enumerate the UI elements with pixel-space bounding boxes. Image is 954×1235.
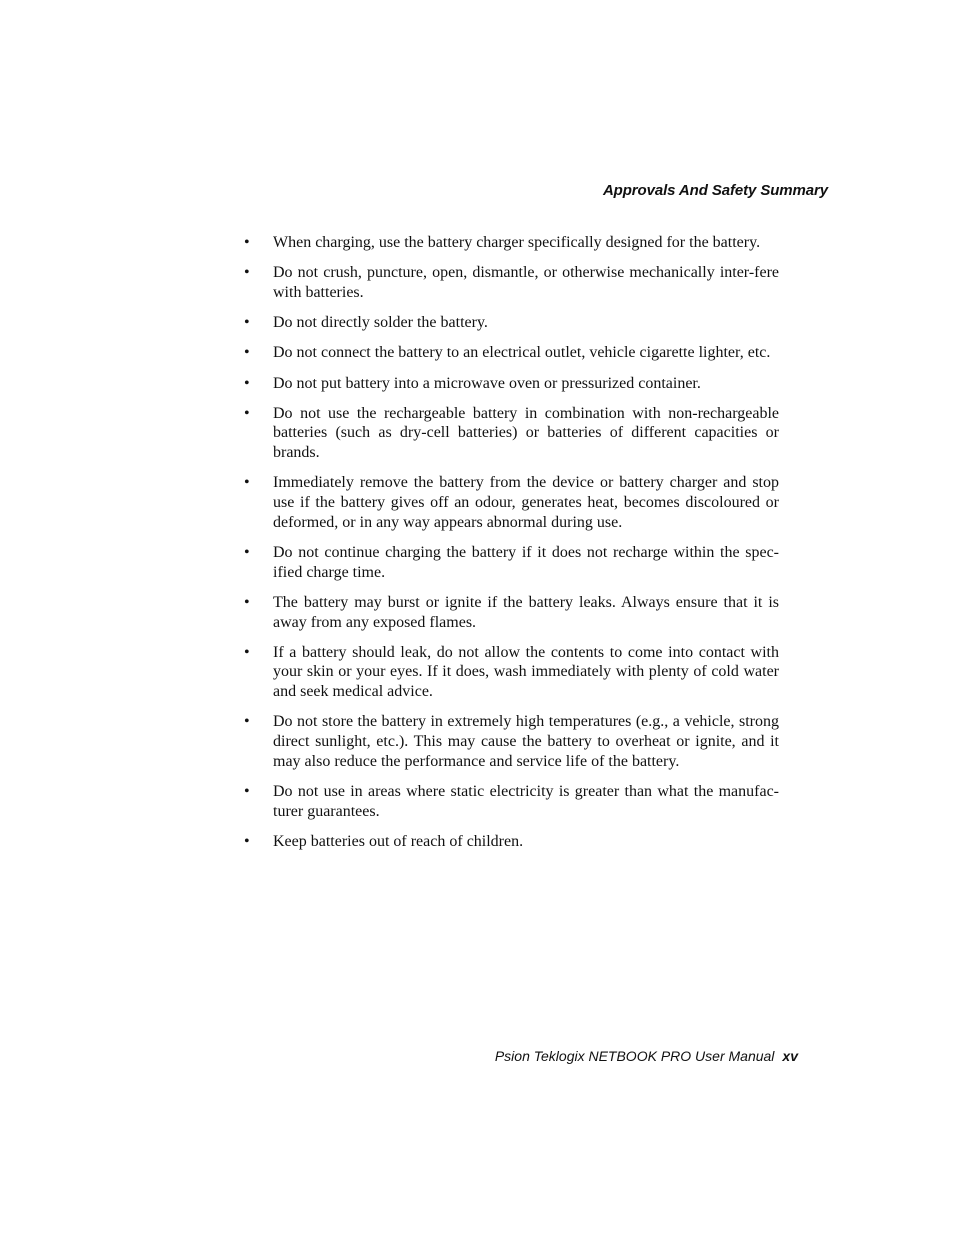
list-item-text: Do not use the rechargeable battery in combination with non-rechargeable batteries (such as dry-cell batteries) or batteries of different capacities or brands. — [273, 404, 779, 462]
list-item — [244, 593, 779, 632]
list-item — [244, 782, 779, 821]
bullet-icon: • — [244, 344, 250, 362]
list-item-text: Do not directly solder the battery. — [273, 314, 488, 332]
list-item-text: Keep batteries out of reach of children. — [273, 832, 524, 850]
list-item — [244, 233, 779, 253]
bullet-icon: • — [244, 314, 250, 332]
running-footer — [495, 1048, 798, 1064]
list-item-text: Do not put battery into a microwave oven or pressurized container. — [273, 374, 701, 392]
list-item-text: Do not continue charging the battery if it does not recharge within the spec-ified charge time. — [273, 543, 779, 581]
bullet-icon: • — [244, 404, 250, 422]
list-item-text: If a battery should leak, do not allow the contents to come into contact with your skin or your eyes. If it does, wash immediately with plenty of cold water and seek medical advice. — [273, 643, 779, 701]
list-item-text: Immediately remove the battery from the device or battery charger and stop use if the battery gives off an odour, generates heat, becomes discoloured or deformed, or in any way appears abnormal during use. — [273, 474, 779, 531]
running-header: Approvals And Safety Summary — [602, 182, 828, 199]
list-item — [244, 712, 779, 771]
bullet-icon: • — [244, 643, 250, 661]
list-item — [244, 832, 779, 852]
bullet-icon: • — [244, 713, 250, 731]
bullet-icon: • — [244, 782, 250, 800]
bullet-icon: • — [244, 374, 250, 392]
list-item — [244, 313, 779, 333]
bullet-icon: • — [244, 832, 250, 850]
bullet-icon: • — [244, 264, 250, 282]
list-item-text: The battery may burst or ignite if the battery leaks. Always ensure that it is away from any exposed flames. — [273, 593, 779, 631]
bullet-icon: • — [244, 234, 250, 251]
list-item-text: Do not crush, puncture, open, dismantle, or otherwise mechanically inter-fere with batteries. — [273, 264, 779, 301]
list-item-text: Do not use in areas where static electricity is greater than what the manufac-turer guarantees. — [273, 782, 779, 820]
list-item-text: Do not connect the battery to an electrical outlet, vehicle cigarette lighter, etc. — [273, 344, 771, 362]
bullet-icon: • — [244, 543, 250, 561]
list-item-text: When charging, use the battery charger specifically designed for the battery. — [273, 234, 761, 251]
manual-title: Psion Teklogix NETBOOK PRO User Manual — [494, 1048, 775, 1064]
list-item — [244, 374, 779, 394]
list-item-text: Do not store the battery in extremely high temperatures (e.g., a vehicle, strong direct sunlight, etc.). This may cause the battery to overheat or ignite, and it may also reduce the performance and service life of the battery. — [273, 713, 779, 770]
list-item — [244, 404, 779, 463]
bullet-icon: • — [244, 474, 250, 492]
list-item — [244, 543, 779, 582]
safety-bullet-list — [244, 233, 779, 862]
list-item — [244, 643, 779, 702]
bullet-icon: • — [244, 593, 250, 611]
list-item — [244, 473, 779, 532]
page-number: xv — [782, 1048, 798, 1064]
list-item — [244, 343, 779, 363]
list-item — [244, 263, 779, 302]
